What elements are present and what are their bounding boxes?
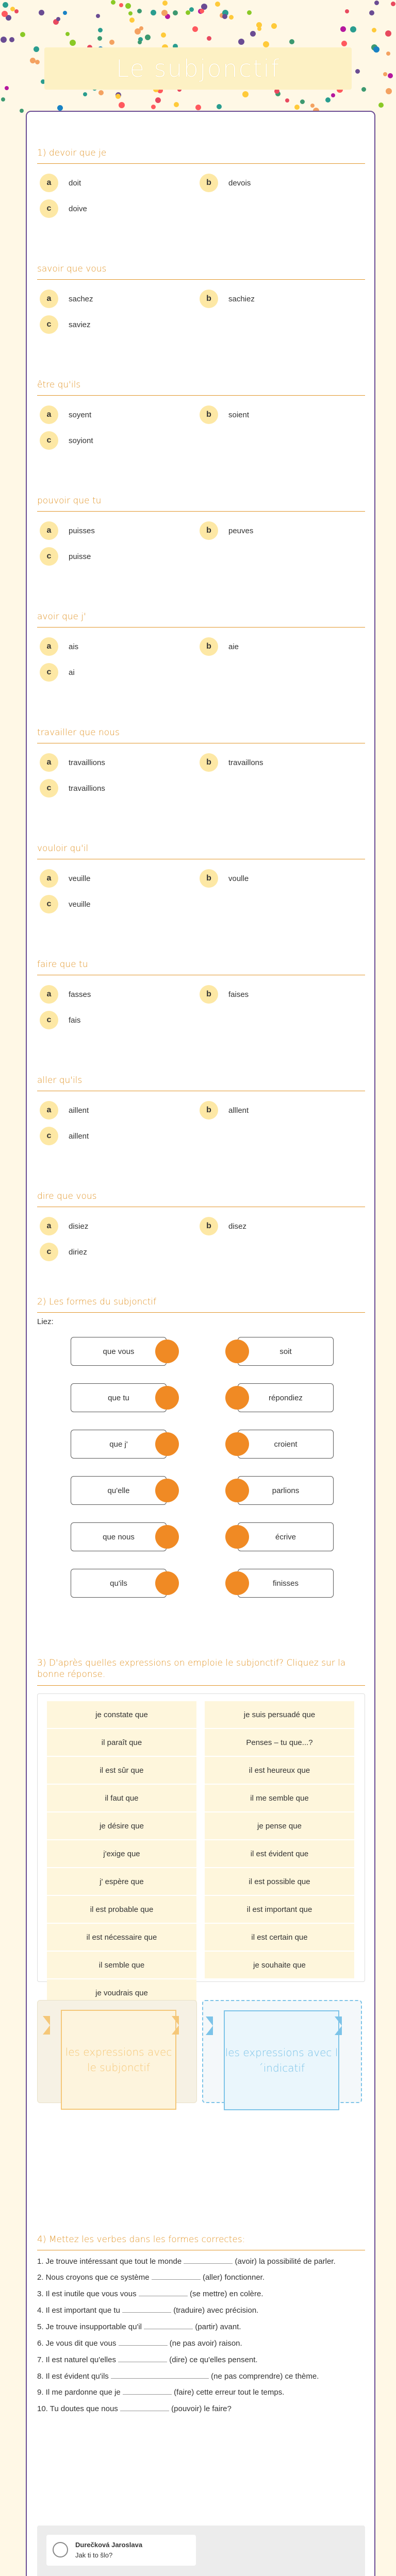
option-text: ais (69, 642, 79, 651)
drop-label-indicatif: les expressions avec l´indicatif (224, 2010, 339, 2110)
option-letter-badge: a (40, 290, 58, 308)
question-title: faire que tu (37, 959, 365, 975)
confetti-dot (189, 7, 194, 12)
comment-text: Jak ti to šlo? (75, 2551, 113, 2559)
expression-chip[interactable]: j'exige que (47, 1840, 196, 1867)
answer-option-a[interactable] (40, 869, 91, 888)
confetti-dot (109, 40, 114, 45)
ribbon-tail (335, 2016, 342, 2035)
confetti-dot (341, 41, 347, 46)
confetti-dot (138, 40, 142, 44)
confetti-dot (83, 92, 87, 96)
question-title: travailler que nous (37, 727, 365, 743)
mcq-question (37, 496, 365, 599)
expression-chip[interactable]: je suis persuadé que (205, 1701, 354, 1728)
ribbon-tail (172, 2016, 179, 2035)
option-text: devois (228, 178, 251, 188)
confetti-dot (63, 11, 67, 15)
option-letter-badge: b (200, 869, 218, 888)
option-text: soient (228, 410, 250, 419)
drop-area-subjonctif[interactable] (37, 2000, 197, 2103)
answer-option-c[interactable] (40, 1243, 87, 1261)
sentence-start: 2. Nous croyons que ce système (37, 2273, 150, 2282)
option-letter-badge: b (200, 290, 218, 308)
sentence-end: (traduire) avec précision. (173, 2306, 259, 2315)
confetti-dot (145, 35, 151, 40)
answer-option-a[interactable] (40, 174, 81, 192)
option-text: alllent (228, 1106, 249, 1115)
sentence-line (37, 2320, 365, 2333)
expression-chip[interactable]: il est nécessaire que (47, 1924, 196, 1951)
answer-option-a[interactable] (40, 753, 105, 772)
confetti-dot (98, 90, 104, 95)
option-letter-badge: b (200, 174, 218, 192)
confetti-dot (383, 72, 387, 76)
option-letter-badge: c (40, 1011, 58, 1029)
expression-chip[interactable]: je souhaite que (205, 1952, 354, 1978)
option-letter-badge: a (40, 1101, 58, 1120)
mcq-question (37, 612, 365, 715)
answer-option-c[interactable] (40, 547, 91, 566)
match-left-item[interactable]: que j' (71, 1430, 167, 1459)
option-letter-badge: a (40, 637, 58, 656)
confetti-dot (14, 9, 19, 13)
confetti-dot (119, 3, 123, 7)
expression-chip[interactable]: Penses – tu que...? (205, 1729, 354, 1756)
expression-chip[interactable]: il est heureux que (205, 1757, 354, 1784)
confetti-dot (229, 15, 234, 20)
answer-option-c[interactable] (40, 895, 91, 913)
match-right-item[interactable]: écrive (238, 1522, 334, 1551)
answer-option-b[interactable] (200, 1217, 246, 1235)
confetti-dot (129, 18, 135, 23)
sentence-end: (ne pas avoir) raison. (169, 2339, 242, 2348)
question-title: 4) Mettez les verbes dans les formes correctes: (37, 2234, 365, 2250)
option-letter-badge: b (200, 405, 218, 424)
page-title: Le subjonctif (116, 55, 280, 82)
sentence-line (37, 2255, 365, 2268)
match-connector-left[interactable] (155, 1571, 179, 1595)
option-text: puisses (69, 526, 95, 535)
sentence-end: (dire) ce qu'elles pensent. (169, 2355, 258, 2364)
answer-option-c[interactable] (40, 199, 87, 218)
confetti-dot (119, 102, 125, 108)
drop-area-indicatif[interactable] (202, 2000, 362, 2103)
expression-chip[interactable]: il est possible que (205, 1868, 354, 1895)
sentence-start: 6. Je vous dit que vous (37, 2339, 117, 2348)
sentence-start: 10. Tu doutes que nous (37, 2404, 118, 2413)
question-title: aller qu'ils (37, 1075, 365, 1091)
confetti-dot (388, 73, 393, 78)
confetti-dot (238, 39, 244, 45)
confetti-dot (39, 10, 44, 15)
confetti-dot (386, 88, 392, 94)
answer-option-c[interactable] (40, 663, 75, 682)
sentence-start: 4. Il est important que tu (37, 2306, 120, 2315)
option-letter-badge: a (40, 1217, 58, 1235)
answer-option-a[interactable] (40, 521, 95, 540)
option-letter-badge: a (40, 753, 58, 772)
confetti-dot (222, 14, 227, 19)
question-title: vouloir qu'il (37, 843, 365, 859)
answer-option-b[interactable] (200, 405, 249, 424)
confetti-dot (56, 17, 60, 21)
mcq-question (37, 1075, 365, 1178)
confetti-dot (355, 69, 360, 74)
option-text: travaillons (228, 758, 263, 767)
confetti-dot (70, 40, 76, 46)
sentence-end: (avoir) la possibilité de parler. (235, 2257, 336, 2266)
match-connector-left[interactable] (155, 1386, 179, 1410)
confetti-dot (271, 23, 277, 29)
match-left-item[interactable]: que tu (71, 1383, 167, 1412)
option-letter-badge: c (40, 1243, 58, 1261)
question-title: 3) D'après quelles expressions on emploie le subjonctif? Cliquez sur la bonne réponse. (37, 1657, 365, 1686)
answer-option-c[interactable] (40, 431, 93, 450)
match-right-item[interactable]: croient (238, 1430, 334, 1459)
sentence-line (37, 2287, 365, 2300)
comment-message (46, 2535, 196, 2566)
confetti-dot (57, 105, 63, 111)
confetti-dot (372, 28, 376, 32)
answer-blank[interactable] (123, 2394, 172, 2395)
comment-panel (37, 2526, 365, 2576)
sentence-line (37, 2304, 365, 2317)
confetti-dot (155, 97, 161, 103)
answer-option-b[interactable] (200, 753, 263, 772)
confetti-dot (373, 46, 380, 53)
option-letter-badge: c (40, 663, 58, 682)
question-title: 2) Les formes du subjonctif (37, 1297, 365, 1313)
option-text: disez (228, 1222, 247, 1231)
sentence-start: 5. Je trouve insupportable qu'il (37, 2323, 142, 2331)
option-text: travaillions (69, 758, 105, 767)
instruction-text: Liez: (37, 1317, 54, 1326)
expression-chip[interactable]: il semble que (47, 1952, 196, 1978)
match-connector-right[interactable] (225, 1386, 249, 1410)
confetti-dot (125, 3, 131, 9)
match-connector-right[interactable] (225, 1571, 249, 1595)
ribbon-tail (206, 2016, 213, 2035)
answer-option-b[interactable] (200, 869, 249, 888)
confetti-dot (391, 2, 395, 6)
sentence-start: 3. Il est inutile que vous vous (37, 2290, 137, 2298)
confetti-dot (263, 41, 269, 47)
option-letter-badge: a (40, 405, 58, 424)
sentence-line (37, 2271, 365, 2284)
confetti-dot (135, 28, 141, 35)
sort-question (37, 1657, 365, 2173)
expression-chip[interactable]: il est important que (205, 1896, 354, 1923)
avatar (53, 2542, 68, 2557)
confetti-dot (200, 9, 204, 13)
answer-option-b[interactable] (200, 521, 253, 540)
confetti-dot (161, 10, 168, 16)
mcq-question (37, 959, 365, 1062)
answer-blank[interactable] (152, 2279, 201, 2280)
confetti-dot (374, 1, 379, 5)
sentence-line (37, 2337, 365, 2350)
mcq-question (37, 380, 365, 483)
confetti-dot (151, 105, 156, 109)
option-text: soyent (69, 410, 92, 419)
confetti-dot (34, 46, 39, 52)
answer-blank[interactable] (111, 2378, 209, 2379)
option-text: sachez (69, 294, 93, 303)
question-title: pouvoir que tu (37, 496, 365, 512)
match-connector-right[interactable] (225, 1432, 249, 1456)
question-title: avoir que j' (37, 612, 365, 628)
sentence-start: 9. Il me pardonne que je (37, 2388, 121, 2397)
option-text: veuille (69, 900, 91, 909)
confetti-dot (173, 10, 178, 15)
sentence-end: (partir) avant. (195, 2323, 241, 2331)
match-connector-right[interactable] (225, 1525, 249, 1549)
confetti-dot (98, 28, 103, 32)
answer-option-b[interactable] (200, 290, 255, 308)
sentence-end: (ne pas comprendre) ce thème. (211, 2372, 319, 2381)
option-text: peuves (228, 526, 254, 535)
confetti-dot (162, 1, 168, 6)
option-text: aillent (69, 1106, 89, 1115)
confetti-dot (174, 102, 179, 107)
comment-author: Durečková Jaroslava (75, 2541, 143, 2549)
confetti-dot (361, 87, 366, 92)
confetti-dot (256, 22, 262, 28)
answer-option-c[interactable] (40, 1011, 80, 1029)
option-letter-badge: b (200, 753, 218, 772)
option-text: aillent (69, 1131, 89, 1141)
option-text: diriez (69, 1247, 87, 1257)
option-text: doive (69, 204, 87, 213)
confetti-dot (161, 32, 166, 38)
confetti-dot (20, 109, 24, 113)
confetti-dot (215, 2, 220, 7)
option-letter-badge: c (40, 431, 58, 450)
match-right-item[interactable]: finisses (238, 1569, 334, 1598)
fill-blanks-question (37, 2234, 365, 2466)
sentence-line (37, 2353, 365, 2366)
match-right-item[interactable]: soit (238, 1337, 334, 1366)
confetti-dot (5, 86, 9, 90)
option-letter-badge: c (40, 199, 58, 218)
option-text: soyiont (69, 436, 93, 445)
answer-option-a[interactable] (40, 637, 78, 656)
option-text: veuille (69, 874, 91, 883)
option-letter-badge: b (200, 1217, 218, 1235)
match-left-item[interactable]: qu'ils (71, 1569, 167, 1598)
option-letter-badge: c (40, 1127, 58, 1145)
worksheet-card (26, 111, 375, 2576)
match-left-item[interactable]: que nous (71, 1522, 167, 1551)
expression-chip[interactable]: je pense que (205, 1812, 354, 1839)
matching-question (37, 1297, 365, 1616)
confetti-dot (378, 103, 384, 108)
option-letter-badge: a (40, 869, 58, 888)
option-letter-badge: c (40, 315, 58, 334)
expression-chip[interactable]: je désire que (47, 1812, 196, 1839)
confetti-dot (350, 26, 356, 32)
match-connector-left[interactable] (155, 1340, 179, 1363)
confetti-dot (385, 30, 391, 37)
confetti-dot (331, 93, 335, 97)
sentence-line (37, 2386, 365, 2399)
option-letter-badge: a (40, 521, 58, 540)
mcq-question (37, 843, 365, 946)
option-text: fais (69, 1015, 81, 1025)
confetti-dot (97, 36, 102, 41)
match-right-item[interactable]: parlions (238, 1476, 334, 1505)
option-text: fasses (69, 990, 91, 999)
mcq-question (37, 1191, 365, 1294)
confetti-dot (247, 10, 252, 15)
expression-chip[interactable]: il est sûr que (47, 1757, 196, 1784)
confetti-dot (289, 39, 294, 44)
option-text: puisse (69, 552, 91, 561)
confetti-dot (310, 104, 315, 108)
sentence-end: (se mettre) en colère. (189, 2290, 263, 2298)
sentence-line (37, 2402, 365, 2415)
sentence-end: (pouvoir) le faire? (171, 2404, 232, 2413)
drop-label-subjonctif: les expressions avec le subjonctif (61, 2010, 176, 2110)
option-text: disiez (69, 1222, 89, 1231)
expression-chip[interactable]: il est évident que (205, 1840, 354, 1867)
question-title: 1) devoir que je (37, 148, 365, 164)
confetti-dot (128, 11, 133, 15)
answer-option-b[interactable] (200, 1101, 249, 1120)
option-letter-badge: c (40, 547, 58, 566)
answer-blank[interactable] (119, 2345, 168, 2346)
match-connector-right[interactable] (225, 1479, 249, 1502)
match-right-item[interactable]: répondiez (238, 1383, 334, 1412)
answer-option-c[interactable] (40, 1127, 89, 1145)
answer-option-a[interactable] (40, 985, 91, 1004)
answer-option-c[interactable] (40, 779, 105, 798)
confetti-dot (96, 14, 100, 18)
confetti-dot (386, 52, 390, 56)
expression-chip[interactable]: il me semble que (205, 1785, 354, 1811)
confetti-dot (242, 91, 249, 97)
answer-blank[interactable] (122, 2312, 171, 2313)
confetti-dot (3, 2, 8, 8)
match-connector-left[interactable] (155, 1479, 179, 1502)
match-left-item[interactable]: que vous (71, 1337, 167, 1366)
question-title: savoir que vous (37, 264, 365, 280)
confetti-dot (345, 9, 349, 13)
confetti-dot (116, 94, 121, 99)
confetti-dot (325, 97, 331, 103)
answer-option-b[interactable] (200, 637, 239, 656)
expression-chip[interactable]: il est probable que (47, 1896, 196, 1923)
answer-option-c[interactable] (40, 315, 91, 334)
confetti-dot (207, 36, 211, 41)
option-text: sachiez (228, 294, 255, 303)
expression-pool (37, 1693, 365, 1997)
confetti-dot (340, 26, 346, 32)
confetti-dot (369, 10, 374, 15)
confetti-dot (2, 11, 8, 17)
option-letter-badge: c (40, 779, 58, 798)
answer-option-b[interactable] (200, 985, 249, 1004)
option-text: voulle (228, 874, 249, 883)
match-connector-left[interactable] (155, 1525, 179, 1549)
option-text: aie (228, 642, 239, 651)
option-letter-badge: b (200, 521, 218, 540)
answer-option-b[interactable] (200, 174, 251, 192)
sentence-start: 8. Il est évident qu'ils (37, 2372, 109, 2381)
option-letter-badge: c (40, 895, 58, 913)
option-text: doit (69, 178, 81, 188)
confetti-dot (111, 0, 116, 5)
option-letter-badge: b (200, 1101, 218, 1120)
expression-chip[interactable]: je voudrais que (47, 1979, 196, 2006)
confetti-dot (10, 7, 15, 11)
expression-chip[interactable]: il faut que (47, 1785, 196, 1811)
answer-option-a[interactable] (40, 1101, 89, 1120)
answer-blank[interactable] (184, 2263, 233, 2264)
confetti-dot (192, 26, 198, 32)
confetti-dot (35, 60, 40, 64)
sentence-line (37, 2370, 365, 2383)
confetti-dot (20, 32, 25, 37)
confetti-dot (285, 98, 289, 103)
match-left-item[interactable]: qu'elle (71, 1476, 167, 1505)
question-title: dire que vous (37, 1191, 365, 1207)
option-text: saviez (69, 320, 91, 329)
sentence-start: 1. Je trouve intéressant que tout le monde (37, 2257, 182, 2266)
expression-chip[interactable]: j' espère que (47, 1868, 196, 1895)
confetti-dot (1, 37, 7, 43)
question-title: être qu'ils (37, 380, 365, 396)
sentence-end: (aller) fonctionner. (202, 2273, 265, 2282)
confetti-dot (294, 105, 300, 110)
mcq-question (37, 727, 365, 831)
mcq-question (37, 264, 365, 367)
sentence-start: 7. Il est naturel qu'elles (37, 2355, 116, 2364)
option-letter-badge: a (40, 174, 58, 192)
match-connector-left[interactable] (155, 1432, 179, 1456)
confetti-dot (300, 99, 305, 104)
option-text: ai (69, 668, 75, 677)
option-letter-badge: b (200, 637, 218, 656)
confetti-dot (151, 10, 156, 15)
answer-option-a[interactable] (40, 1217, 88, 1235)
confetti-dot (195, 105, 201, 110)
mcq-question (37, 148, 365, 251)
match-connector-right[interactable] (225, 1340, 249, 1363)
option-text: travaillions (69, 784, 105, 793)
confetti-dot (250, 31, 256, 37)
confetti-dot (9, 37, 14, 42)
expression-chip[interactable]: il paraît que (47, 1729, 196, 1756)
expression-chip[interactable]: il est certain que (205, 1924, 354, 1951)
expression-chip[interactable]: je constate que (47, 1701, 196, 1728)
confetti-dot (217, 104, 222, 109)
answer-option-a[interactable] (40, 290, 93, 308)
option-letter-badge: b (200, 985, 218, 1004)
confetti-dot (65, 32, 70, 36)
option-letter-badge: a (40, 985, 58, 1004)
confetti-dot (137, 9, 142, 13)
sentence-end: (faire) cette erreur tout le temps. (174, 2388, 285, 2397)
answer-option-a[interactable] (40, 405, 91, 424)
title-banner (44, 47, 352, 90)
confetti-dot (1, 97, 5, 101)
option-text: faises (228, 990, 249, 999)
sentence-list (37, 2255, 365, 2419)
ribbon-tail (43, 2016, 50, 2035)
